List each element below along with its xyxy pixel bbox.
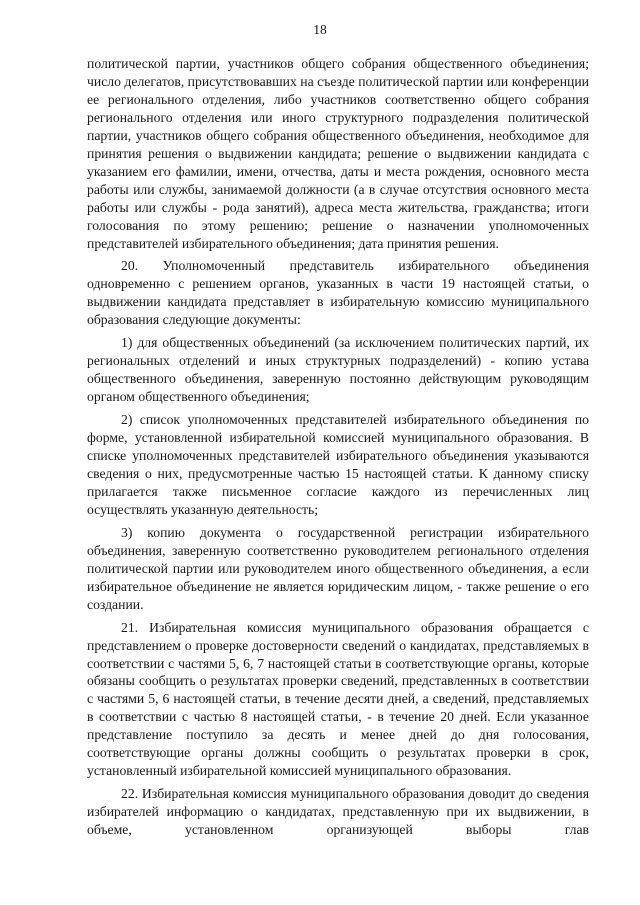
list-item-2: 2) список уполномоченных представителей избирательного объединения по форме, установленной избирательной комиссией муниципального образования. В списке уполномоченных представителей избирательного объединения указываются сведения о них, предусмотренные частью 15 настоящей статьи. К данному списку прилагается также письменное согласие каждого из перечисленных лиц осуществлять указанную деятельность;: [87, 412, 589, 517]
paragraph-20: 20. Уполномоченный представитель избирательного объединения одновременно с решением органов, указанных в части 19 настоящей статьи, о выдвижении кандидата представляет в избирательную комиссию муниципального образования следующие документы:: [87, 258, 589, 328]
list-item-1: 1) для общественных объединений (за исключением политических партий, их региональных отделений и иных структурных подразделений) - копию устава общественного объединения, заверенную постоянно действующим руководящим органом общественного объединения;: [87, 335, 589, 405]
paragraph-22: 22. Избирательная комиссия муниципального образования доводит до сведения избирателей информацию о кандидатах, представленную при их выдвижении, в объеме, установленном организующей выборы глав: [87, 786, 589, 838]
paragraph-21: 21. Избирательная комиссия муниципального образования обращается с представлением о проверке достоверности сведений о кандидатах, представляемых в соответствии с частями 5, 6, 7 настоящей статьи в соответствующие органы, которые обязаны сообщить о результатах проверки сведений, представленных в соответствии с частями 5, 6 настоящей статьи, в течение десяти дней, а сведений, представляемых в соответствии с частью 8 настоящей статьи, - в течение 20 дней. Если указанное представление поступило за десять и менее дней до дня голосования, соответствующие органы должны сообщить о результатах проверки в срок, установленный избирательной комиссией муниципального образования.: [87, 619, 589, 779]
document-body: [87, 55, 589, 844]
page-number: 18: [313, 22, 327, 37]
list-item-3: 3) копию документа о государственной регистрации избирательного объединения, заверенную соответственно руководителем регионального отделения политической партии или руководителем иного общественного объединения, а если избирательное объединение не является юридическим лицом, - также решение о его создании.: [87, 524, 589, 612]
paragraph-continuation: политической партии, участников общего собрания общественного объединения; число делегатов, присутствовавших на съезде политической партии или конференции ее регионального отделения, либо участников соответственно общего собрания регионального отделения или иного структурного подразделения политической партии, участников общего собрания общественного объединения, необходимое для принятия решения о выдвижении кандидата; решение о выдвижении кандидата с указанием его фамилии, имени, отчества, даты и места рождения, основного места работы или службы, занимаемой должности (а в случае отсутствия основного места работы или службы - рода занятий), адреса места жительства, гражданства; итоги голосования по этому решению; решение о назначении уполномоченных представителей избирательного объединения; дата принятия решения.: [87, 56, 589, 251]
